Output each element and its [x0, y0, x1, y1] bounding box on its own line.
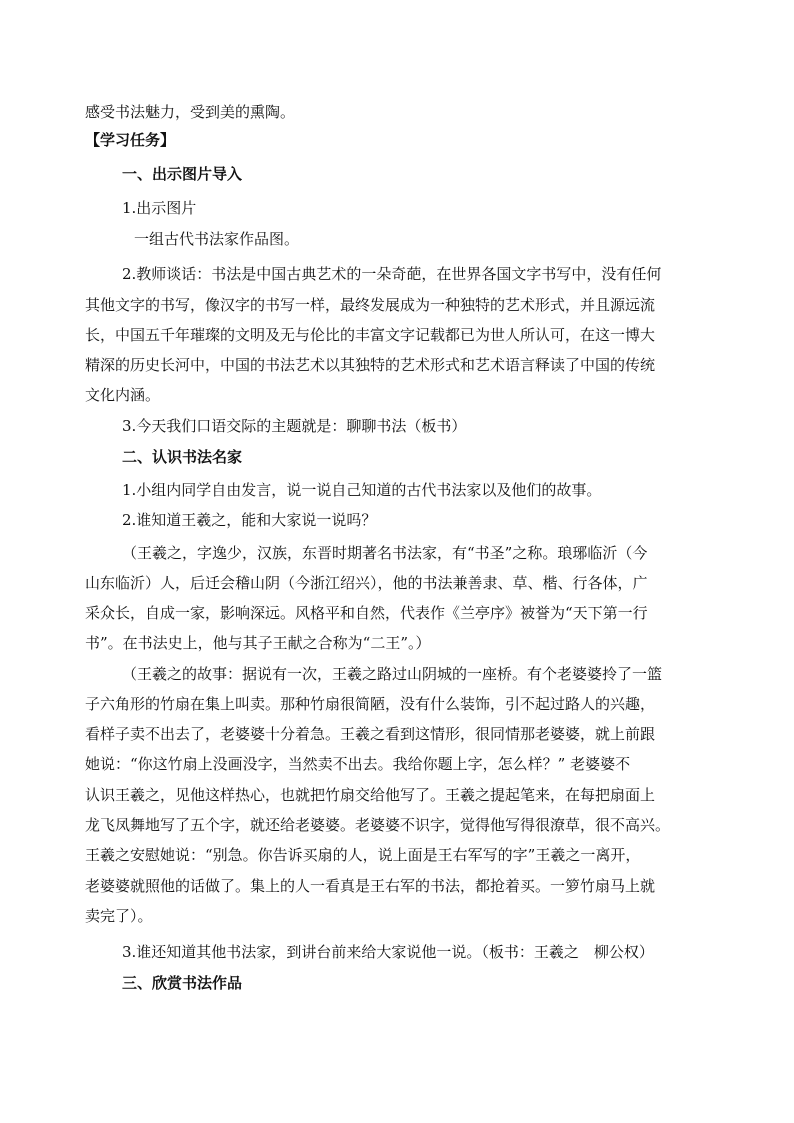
paragraph-line: 看样子卖不出去了，老婆婆十分着急。王羲之看到这情形，很同情那老婆婆，就上前跟: [85, 725, 656, 743]
paragraph-line: （王羲之，字逸少，汉族，东晋时期著名书法家，有“书圣”之称。琅琊临沂（今: [122, 544, 648, 562]
paragraph-line: 文化内涵。: [85, 386, 161, 404]
paragraph-line: 王羲之安慰她说：“别急。你告诉买扇的人，说上面是王右军写的字”王羲之一离开，: [85, 846, 641, 864]
paragraph-line: 她说：“你这竹扇上没画没字，当然卖不出去。我给你题上字，怎么样？” 老婆婆不: [85, 755, 631, 773]
paragraph-line: 书”。在书法史上，他与其子王献之合称为“二王”。）: [85, 634, 431, 652]
paragraph-line: 一组古代书法家作品图。: [134, 230, 300, 248]
paragraph-line: 1.出示图片: [122, 199, 197, 217]
paragraph-line: 龙飞凤舞地写了五个字，就还给老婆婆。老婆婆不识字，觉得他写得很潦草，很不高兴。: [85, 816, 671, 834]
paragraph-line: 精深的历史长河中，中国的书法艺术以其独特的艺术形式和艺术语言释读了中国的传统: [85, 356, 656, 374]
paragraph-line: 2.教师谈话：书法是中国古典艺术的一朵奇葩，在世界各国文字书写中，没有任何: [122, 265, 662, 283]
paragraph-line: 老婆婆就照他的话做了。集上的人一看真是王右军的书法，都抢着买。一箩竹扇马上就: [85, 877, 656, 895]
paragraph-line: 1.小组内同学自由发言，说一说自己知道的古代书法家以及他们的故事。: [122, 481, 602, 499]
paragraph-line: 卖完了）。: [85, 907, 153, 925]
paragraph-line: 山东临沂）人，后迁会稽山阴（今浙江绍兴），他的书法兼善隶、草、楷、行各体，广: [85, 574, 648, 592]
paragraph-line: 子六角形的竹扇在集上叫卖。那种竹扇很简陋，没有什么装饰，引不起过路人的兴趣，: [85, 695, 656, 713]
paragraph-line: 3.今天我们口语交际的主题就是：聊聊书法（板书）: [122, 417, 467, 435]
paragraph-line: 3.谁还知道其他书法家，到讲台前来给大家说他一说。（板书：王羲之 柳公权）: [122, 943, 654, 961]
paragraph-line: 2.谁知道王羲之，能和大家说一说吗？: [122, 511, 377, 529]
paragraph-line: 其他文字的书写，像汉字的书写一样，最终发展成为一种独特的艺术形式，并且源远流: [85, 296, 656, 314]
section-heading: 【学习任务】: [85, 131, 176, 149]
paragraph-line: 采众长，自成一家，影响深远。风格平和自然，代表作《兰亭序》被誉为“天下第一行: [85, 604, 648, 622]
paragraph-line: 认识王羲之，见他这样热心，也就把竹扇交给他写了。王羲之提起笔来，在每把扇面上: [85, 786, 656, 804]
section-heading: 一、出示图片导入: [122, 165, 243, 183]
paragraph-line: 长，中国五千年璀璨的文明及无与伦比的丰富文字记载都已为世人所认可，在这一博大: [85, 326, 656, 344]
section-heading: 二、认识书法名家: [122, 448, 243, 466]
paragraph-line: （王羲之的故事：据说有一次，王羲之路过山阴城的一座桥。有个老婆婆拎了一篮: [122, 665, 663, 683]
paragraph-line: 感受书法魅力，受到美的熏陶。: [85, 103, 296, 121]
section-heading: 三、欣赏书法作品: [122, 974, 243, 992]
